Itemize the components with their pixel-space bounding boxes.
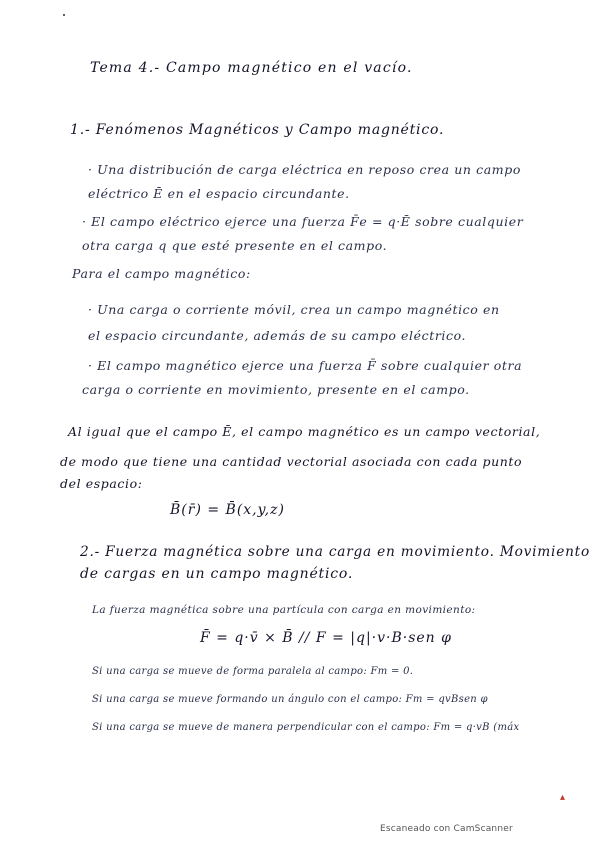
case-line: Si una carga se mueve de manera perpendicular con el campo: Fm = q·vB (máx (92, 722, 520, 733)
force-equation: F̄ = q·v̄ × B̄ // F = |q|·v·B·sen φ (200, 630, 452, 646)
case-line: Si una carga se mueve de forma paralela al campo: Fm = 0. (92, 666, 414, 677)
paragraph-line: eléctrico Ē en el espacio circundante. (88, 186, 350, 201)
paragraph-line: Para el campo magnético: (72, 266, 251, 281)
case-line: Si una carga se mueve formando un ángulo con el campo: Fm = qvBsen φ (92, 694, 488, 705)
section-2-heading: 2.- Fuerza magnética sobre una carga en movimiento. Movimiento (80, 544, 590, 560)
page-title: Tema 4.- Campo magnético en el vacío. (90, 60, 413, 76)
red-mark: ▴ (560, 792, 566, 803)
section-1-heading: 1.- Fenómenos Magnéticos y Campo magnético. (70, 122, 445, 138)
paragraph-line: La fuerza magnética sobre una partícula con carga en movimiento: (92, 604, 476, 616)
paragraph-line: el espacio circundante, además de su campo eléctrico. (88, 328, 467, 343)
paragraph-line: de modo que tiene una cantidad vectorial asociada con cada punto (60, 454, 523, 469)
paragraph-line: del espacio: (60, 476, 143, 491)
paragraph-line: · Una carga o corriente móvil, crea un campo magnético en (88, 302, 500, 317)
paragraph-line: Al igual que el campo Ē, el campo magnético es un campo vectorial, (68, 424, 541, 439)
paragraph-line: · Una distribución de carga eléctrica en reposo crea un campo (88, 162, 521, 177)
paragraph-line: otra carga q que esté presente en el campo. (82, 238, 388, 253)
paragraph-line: · El campo eléctrico ejerce una fuerza F̄e = q·Ē sobre cualquier (82, 214, 524, 229)
field-equation: B̄(r̄) = B̄(x,y,z) (170, 502, 285, 518)
speck (63, 14, 65, 16)
paragraph-line: carga o corriente en movimiento, presente en el campo. (82, 382, 470, 397)
section-2-heading-cont: de cargas en un campo magnético. (80, 566, 354, 582)
scanner-watermark: Escaneado con CamScanner (380, 824, 513, 834)
paragraph-line: · El campo magnético ejerce una fuerza F̄ sobre cualquier otra (88, 358, 523, 373)
